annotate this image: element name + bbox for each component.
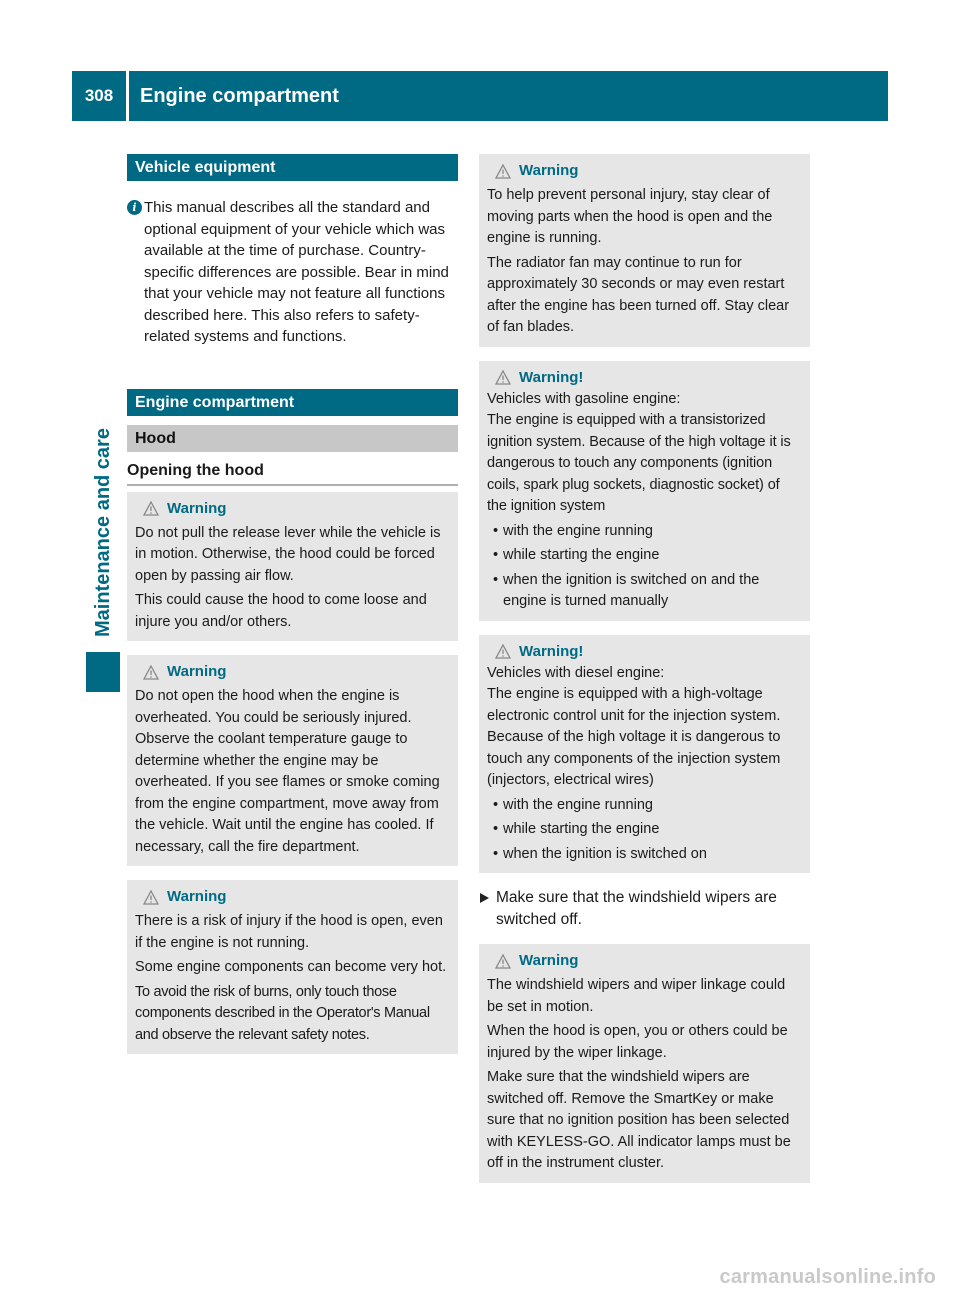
- side-tab-label: Maintenance and care: [92, 428, 114, 637]
- warning-triangle-icon: [495, 954, 511, 969]
- warning-title: Warning: [143, 498, 450, 520]
- warning-paragraph: There is a risk of injury if the hood is open, even if the engine is not running.: [135, 913, 443, 951]
- warning-box-diesel: [479, 635, 810, 874]
- warning-triangle-icon: [143, 665, 159, 680]
- warning-box-wipers: [479, 944, 810, 1183]
- warning-box-fan: [479, 154, 810, 347]
- warning-line: The engine is equipped with a transistorized ignition system. Because of the high voltage it is dangerous to touch any components (ignition coils, spark plug sockets, diagnostic socket) of the ignition system: [487, 412, 791, 514]
- warning-triangle-icon: [495, 370, 511, 385]
- warning-box-release-lever: [127, 492, 458, 642]
- warning-triangle-icon: [143, 501, 159, 516]
- warning-box-hot-components: [127, 880, 458, 1054]
- subheading-opening-the-hood: Opening the hood: [127, 462, 458, 486]
- side-tab-marker: [86, 652, 120, 692]
- warning-line: The engine is equipped with a high-voltage electronic control unit for the injection system. Because of the high voltage it is dangerous to touch any components of the injection system (injectors, electrical wires): [487, 686, 781, 788]
- warning-title: Warning: [495, 160, 802, 182]
- page-number: 308: [72, 71, 126, 121]
- step-arrow-icon: [480, 893, 489, 903]
- warning-title: Warning: [495, 950, 802, 972]
- footer-watermark: carmanualsonline.info: [719, 1266, 936, 1288]
- warning-title: Warning: [143, 661, 450, 683]
- warning-paragraph: Do not pull the release lever while the vehicle is in motion. Otherwise, the hood could be forced open by passing air flow.: [135, 524, 441, 584]
- warning-paragraph: To avoid the risk of burns, only touch those components described in the Operator's Manual and observe the relevant safety notes.: [135, 983, 430, 1043]
- section-heading-hood: Hood: [127, 425, 458, 452]
- left-column: [127, 154, 458, 1054]
- instruction-step-text: Make sure that the windshield wipers are switched off.: [496, 889, 777, 928]
- warning-paragraph: To help prevent personal injury, stay clear of moving parts when the hood is open and the engine is running.: [487, 187, 773, 246]
- warning-paragraph: Make sure that the windshield wipers are switched off. Remove the SmartKey or make sure that no ignition position has been selected with KEYLESS-GO. All indicator lamps must be off in the instrument cluster.: [487, 1069, 791, 1171]
- warning-triangle-icon: [495, 164, 511, 179]
- warning-line: Vehicles with diesel engine:: [487, 664, 665, 681]
- list-item: • with the engine running: [487, 521, 802, 543]
- list-item: • when the ignition is switched on: [487, 844, 802, 866]
- info-note: [127, 197, 458, 348]
- list-item: • with the engine running: [487, 795, 802, 817]
- list-item: • while starting the engine: [487, 545, 802, 567]
- warning-line: Vehicles with gasoline engine:: [487, 390, 681, 407]
- instruction-step: [479, 887, 810, 930]
- info-icon: i: [127, 200, 142, 215]
- warning-paragraph: The radiator fan may continue to run for approximately 30 seconds or may even restart after the engine has been turned off. Stay clear of fan blades.: [487, 254, 790, 335]
- warning-paragraph: The windshield wipers and wiper linkage could be set in motion.: [487, 977, 786, 1015]
- info-note-text: This manual describes all the standard and optional equipment of your vehicle which was available at the time of purchase. Country-specific differences are possible. Bear in mind that your vehicle may not feature all functions described here. This also refers to safety-related systems and functions.: [144, 199, 449, 345]
- warning-paragraph: Some engine components can become very hot.: [135, 959, 447, 975]
- right-column: [479, 154, 810, 1183]
- list-item: • when the ignition is switched on and the engine is turned manually: [487, 570, 802, 613]
- warning-paragraph: When the hood is open, you or others could be injured by the wiper linkage.: [487, 1023, 788, 1061]
- section-heading-engine-compartment: Engine compartment: [127, 389, 458, 416]
- section-heading-vehicle-equipment: Vehicle equipment: [127, 154, 458, 181]
- warning-paragraph: Do not open the hood when the engine is overheated. You could be seriously injured. Observe the coolant temperature gauge to determine whether the engine may be overheated. If you see flames or smoke coming from the engine compartment, move away from the vehicle. Wait until the engine has cooled. If necessary, call the fire department.: [135, 688, 440, 855]
- warning-paragraph: This could cause the hood to come loose and injure you and/or others.: [135, 592, 427, 630]
- warning-triangle-icon: [495, 644, 511, 659]
- warning-title: Warning!: [495, 367, 802, 389]
- warning-box-overheated: [127, 655, 458, 866]
- page-header-title: Engine compartment: [129, 71, 888, 121]
- warning-triangle-icon: [143, 890, 159, 905]
- warning-title: Warning: [143, 886, 450, 908]
- list-item: • while starting the engine: [487, 819, 802, 841]
- warning-box-gasoline: [479, 361, 810, 621]
- warning-title: Warning!: [495, 641, 802, 663]
